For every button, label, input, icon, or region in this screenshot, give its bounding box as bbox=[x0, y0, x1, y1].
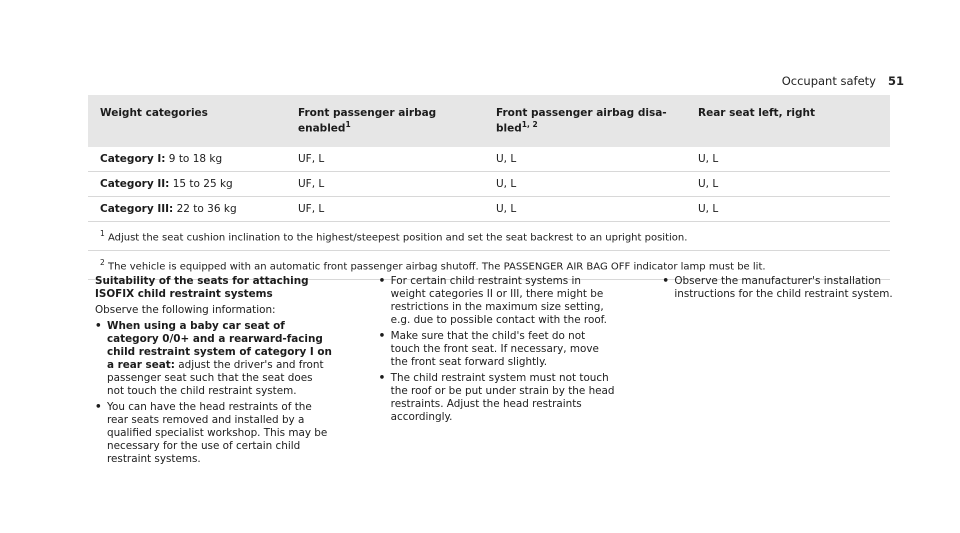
bullet-icon: • bbox=[95, 320, 102, 332]
bullet-icon: • bbox=[95, 401, 102, 413]
header-rear-seat: Rear seat left, right bbox=[686, 95, 890, 147]
cell-category bbox=[88, 147, 286, 172]
category-label: Category III: bbox=[100, 202, 174, 215]
bullet-icon: • bbox=[378, 372, 386, 384]
bullet-icon: • bbox=[378, 275, 386, 287]
table-footnote bbox=[88, 221, 890, 250]
weight-range: 22 to 36 kg bbox=[176, 202, 237, 215]
section-heading: Suitability of the seats for attaching ISOFIX child restraint systems bbox=[95, 275, 309, 300]
text-column-3 bbox=[662, 275, 900, 469]
page-header bbox=[782, 74, 904, 88]
category-label: Category II: bbox=[100, 177, 170, 190]
cell-category bbox=[88, 171, 286, 196]
footnote-ref: 1 bbox=[345, 120, 351, 130]
cell-enabled: UF, L bbox=[286, 171, 484, 196]
header-airbag-enabled: Front passenger airbag enabled$^1$ bbox=[286, 95, 484, 147]
bullet-icon: • bbox=[378, 330, 386, 342]
list-item bbox=[95, 320, 333, 398]
info-list bbox=[379, 275, 617, 424]
text-column-2 bbox=[379, 275, 617, 469]
cell-rear: U, L bbox=[686, 171, 890, 196]
footnote-text: The vehicle is equipped with an automatic front passenger airbag shutoff. The PASSENGER AIR BAG OFF indicator lamp must be lit. bbox=[107, 261, 766, 273]
footnote-cell bbox=[88, 221, 890, 250]
category-label: Category I: bbox=[100, 152, 166, 165]
footnote-ref: 1, 2 bbox=[521, 120, 538, 130]
list-item bbox=[379, 275, 617, 327]
bullet-text: Observe the manufacturer's installation instructions for the child restraint system. bbox=[674, 275, 893, 300]
intro-text: Observe the following information: bbox=[95, 304, 276, 316]
list-item bbox=[379, 330, 617, 369]
header-airbag-disabled: Front passenger airbag disa-bled$^{1, 2}$ bbox=[484, 95, 686, 147]
bullet-icon: • bbox=[662, 275, 669, 287]
bullet-text: Make sure that the child's feet do not touch the front seat. If necessary, move the front seat forward slightly. bbox=[390, 330, 599, 368]
weight-range: 15 to 25 kg bbox=[172, 177, 233, 190]
list-item bbox=[95, 401, 333, 466]
weight-range: 9 to 18 kg bbox=[168, 152, 223, 165]
footnote-number: 1 bbox=[100, 228, 105, 238]
cell-disabled: U, L bbox=[484, 171, 686, 196]
child-seat-suitability-table bbox=[88, 95, 890, 280]
cell-enabled: UF, L bbox=[286, 147, 484, 172]
footnote-text: Adjust the seat cushion inclination to the highest/steepest position and set the seat backrest to an upright position. bbox=[107, 232, 688, 244]
bullet-text: adjust the driver's and front passenger seat such that the seat does not touch the child restraint system. bbox=[107, 359, 324, 397]
cell-disabled: U, L bbox=[484, 196, 686, 221]
cell-rear: U, L bbox=[686, 196, 890, 221]
info-list bbox=[95, 320, 333, 466]
bullet-text: You can have the head restraints of the rear seats removed and installed by a qualified specialist workshop. This may be necessary for the use of certain child restraint systems. bbox=[107, 401, 328, 465]
table-row bbox=[88, 171, 890, 196]
header-weight-categories: Weight categories bbox=[88, 95, 286, 147]
table-header-row bbox=[88, 95, 890, 147]
info-list bbox=[662, 275, 900, 301]
page-number: 51 bbox=[887, 74, 904, 88]
table-row bbox=[88, 196, 890, 221]
text-column-1 bbox=[95, 275, 333, 469]
section-title: Occupant safety bbox=[781, 74, 876, 88]
bullet-lead: When using a baby car seat of category 0/0+ and a rearward-facing child restraint system of category I on a rear seat: bbox=[107, 320, 332, 371]
footnote-number: 2 bbox=[100, 258, 105, 268]
body-text bbox=[95, 275, 900, 469]
table-row bbox=[88, 147, 890, 172]
cell-rear: U, L bbox=[686, 147, 890, 172]
list-item bbox=[662, 275, 900, 301]
cell-category bbox=[88, 196, 286, 221]
bullet-text: For certain child restraint systems in weight categories II or III, there might be restrictions in the maximum size setting, e.g. due to possible contact with the roof. bbox=[390, 275, 607, 326]
cell-enabled: UF, L bbox=[286, 196, 484, 221]
list-item bbox=[379, 372, 617, 424]
cell-disabled: U, L bbox=[484, 147, 686, 172]
bullet-text: The child restraint system must not touch the roof or be put under strain by the head restraints. Adjust the head restraints accordingly. bbox=[390, 372, 615, 423]
